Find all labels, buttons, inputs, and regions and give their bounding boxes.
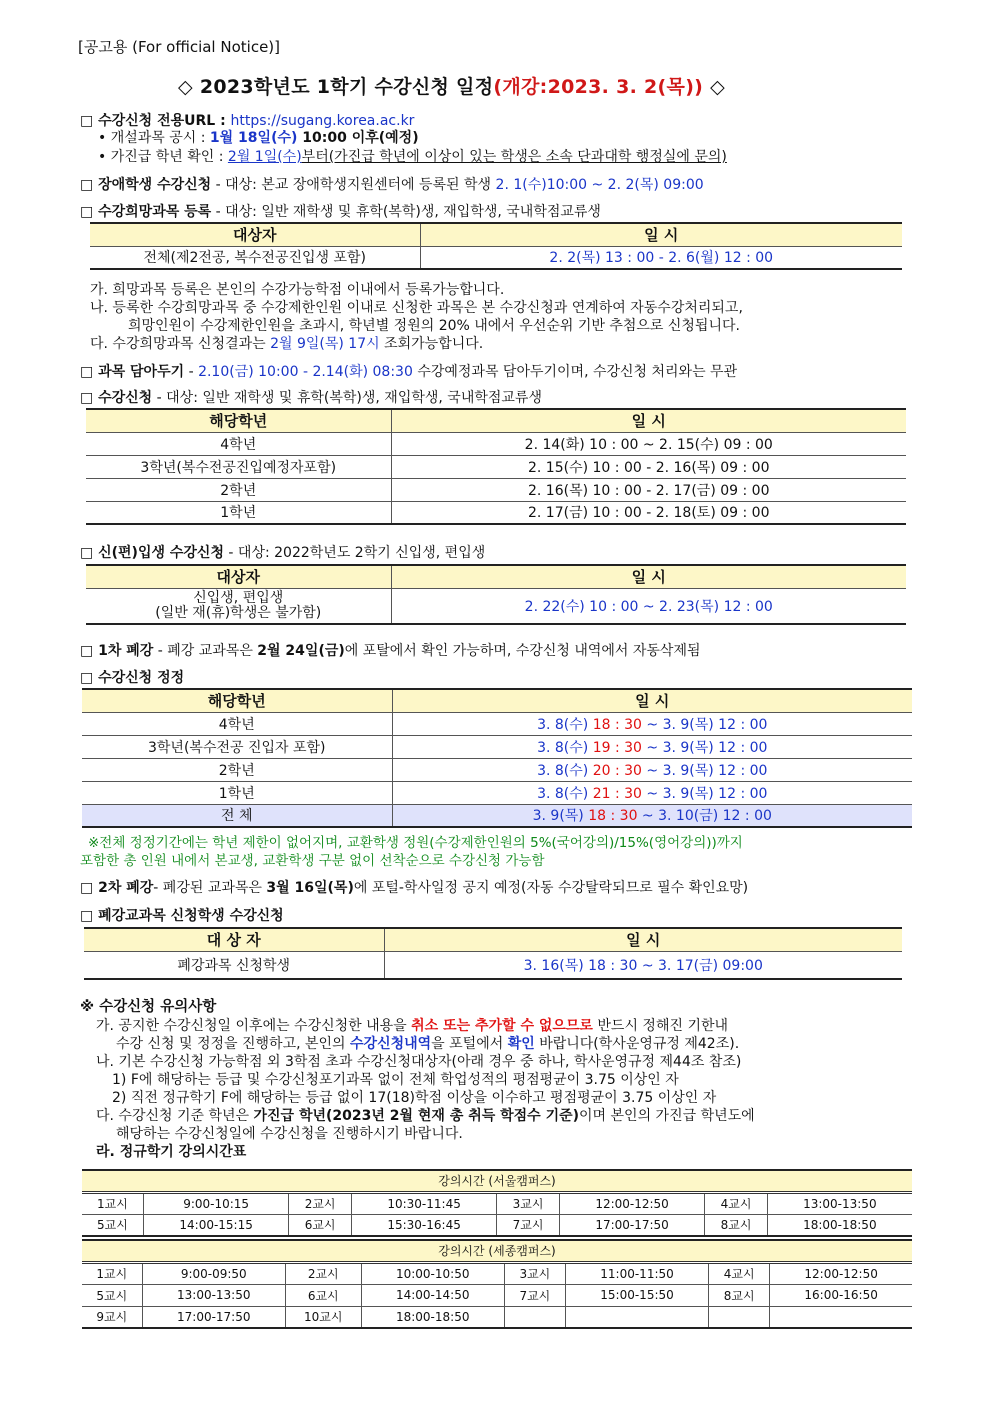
title-end: ◇ xyxy=(703,76,725,98)
adjust-row-grade: 4학년 xyxy=(82,712,392,735)
table-row: 5교시 14:00-15:15 6교시 15:30-16:45 7교시 17:00-17:50 8교시 18:00-18:50 xyxy=(82,1214,912,1236)
reg-heading-label: □ 수강신청 xyxy=(80,390,153,406)
new-header-target: 대상자 xyxy=(86,565,391,588)
adjust-row-grade: 1학년 xyxy=(82,781,392,804)
timetable-seoul xyxy=(82,1169,912,1237)
table-row: 1교시 9:00-09:50 2교시 10:00-10:50 3교시 11:00-11:50 4교시 12:00-12:50 xyxy=(82,1262,912,1284)
table-row xyxy=(82,712,912,735)
bullet-course-notice xyxy=(98,129,419,147)
caution-b: 나. 기본 수강신청 가능학점 외 3학점 초과 수강신청대상자(아래 경우 중 하나, 학사운영규정 제44조 참조) xyxy=(96,1054,742,1070)
cancelled-row-target: 폐강과목 신청학생 xyxy=(84,951,384,979)
url-heading xyxy=(80,112,414,130)
bullet2-date: 2월 1일(수) xyxy=(227,149,302,165)
table-row xyxy=(86,478,906,501)
wish-row-date: 2. 2(목) 13 : 00 - 2. 6(월) 12 : 00 xyxy=(420,246,902,269)
caution-b2: 2) 직전 정규학기 F에 해당하는 등급 없이 17(18)학점 이상을 이수하고 평점평균이 3.75 이상인 자 xyxy=(112,1090,717,1106)
table-row xyxy=(86,588,906,624)
table-row xyxy=(86,501,906,524)
cancelled-heading-label: □ 폐강교과목 신청학생 수강신청 xyxy=(80,908,284,924)
reg-row-date: 2. 15(수) 10 : 00 - 2. 16(목) 09 : 00 xyxy=(391,455,906,478)
cancelled-header-target: 대 상 자 xyxy=(84,928,384,951)
cancelled-header-date: 일 시 xyxy=(384,928,902,951)
basket-dash: - xyxy=(184,364,199,380)
adjust-heading xyxy=(80,669,184,687)
drop2-text1: - 폐강된 교과목은 xyxy=(153,880,267,896)
table-row xyxy=(84,951,902,979)
table-row xyxy=(90,246,902,269)
cancelled-heading xyxy=(80,907,284,925)
reg-text: - 대상: 일반 재학생 및 휴학(복학)생, 재입학생, 국내학점교류생 xyxy=(152,390,542,406)
adjust-row-date: 3. 8(수) 18 : 30 ~ 3. 9(목) 12 : 00 xyxy=(392,712,912,735)
sugang-url-link[interactable]: https://sugang.korea.ac.kr xyxy=(230,113,415,129)
basket-section xyxy=(80,363,737,381)
drop2-section xyxy=(80,879,748,897)
bullet1-suffix: 10:00 이후(예정) xyxy=(297,130,419,146)
basket-dates: 2.10(금) 10:00 - 2.14(화) 08:30 xyxy=(198,364,413,380)
adjust-note2: 포함한 총 인원 내에서 본교생, 교환학생 구분 없이 선착순으로 수강신청 가능함 xyxy=(80,853,545,869)
table-row xyxy=(82,758,912,781)
new-row-target xyxy=(86,588,391,624)
disabled-registration xyxy=(80,176,704,194)
adjust-row-date: 3. 8(수) 21 : 30 ~ 3. 9(목) 12 : 00 xyxy=(392,781,912,804)
notice-label: [공고용 (For official Notice)] xyxy=(78,38,280,56)
title-opening-date: (개강:2023. 3. 2(목)) xyxy=(493,76,704,98)
reg-row-grade: 3학년(복수전공진입예정자포함) xyxy=(86,455,391,478)
wish-note-c-suffix: 조회가능합니다. xyxy=(379,336,484,352)
disabled-text: - 대상: 본교 장애학생지원센터에 등록된 학생 xyxy=(211,177,496,193)
new-heading xyxy=(80,544,485,562)
new-row-date: 2. 22(수) 10 : 00 ~ 2. 23(목) 12 : 00 xyxy=(391,588,906,624)
wish-header-target: 대상자 xyxy=(90,223,420,246)
reg-header-grade: 해당학년 xyxy=(86,409,391,432)
reg-header-date: 일 시 xyxy=(391,409,906,432)
bullet1-prefix: • 개설과목 공시 : xyxy=(98,130,210,146)
adjust-row-grade: 3학년(복수전공 진입자 포함) xyxy=(82,735,392,758)
drop1-date: 2월 24일(금) xyxy=(257,643,345,659)
url-heading-label: □ 수강신청 전용URL : xyxy=(80,113,231,129)
wish-note-c-date: 2월 9일(목) 17시 xyxy=(270,336,380,352)
bullet-grade-check xyxy=(98,148,727,166)
drop1-text1: - 폐강 교과목은 xyxy=(153,643,258,659)
adjust-header-date: 일 시 xyxy=(392,689,912,712)
new-header-date: 일 시 xyxy=(391,565,906,588)
wish-note-b1: 나. 등록한 수강희망과목 중 수강제한인원 이내로 신청한 과목은 본 수강신청과 연계하여 자동수강처리되고, xyxy=(90,300,743,316)
table-row: 9교시 17:00-17:50 10교시 18:00-18:50 xyxy=(82,1306,912,1328)
adjust-row-date: 3. 8(수) 20 : 30 ~ 3. 9(목) 12 : 00 xyxy=(392,758,912,781)
caution-c2: 해당하는 수강신청일에 수강신청을 진행하시기 바랍니다. xyxy=(116,1126,463,1142)
new-text: - 대상: 2022학년도 2학기 신입생, 편입생 xyxy=(223,545,486,561)
wish-note-c xyxy=(90,335,483,353)
caution-a1: 가. 공지한 수강신청일 이후에는 수강신청한 내용을 취소 또는 추가할 수 없으므로 반드시 정해진 기한내 xyxy=(96,1018,729,1034)
reg-row-grade: 4학년 xyxy=(86,432,391,455)
disabled-dates: 2. 1(수)10:00 ~ 2. 2(목) 09:00 xyxy=(495,177,704,193)
timetable-sejong-caption: 강의시간 (세종캠퍼스) xyxy=(82,1240,912,1262)
bullet1-date: 1월 18일(수) xyxy=(209,130,298,146)
reg-row-grade: 2학년 xyxy=(86,478,391,501)
drop2-heading: □ 2차 폐강 xyxy=(80,880,154,896)
table-row xyxy=(86,455,906,478)
adjust-row-grade: 2학년 xyxy=(82,758,392,781)
timetable-sejong xyxy=(82,1239,912,1329)
adjust-table xyxy=(82,688,912,828)
drop1-text2: 에 포탈에서 확인 가능하며, 수강신청 내역에서 자동삭제됨 xyxy=(344,643,701,659)
drop2-text2: 에 포털-학사일정 공지 예정(자동 수강탈락되므로 필수 확인요망) xyxy=(353,880,749,896)
bullet2-suffix: 부터(가진급 학년에 이상이 있는 학생은 소속 단과대학 행정실에 문의) xyxy=(301,149,727,165)
reg-row-grade: 1학년 xyxy=(86,501,391,524)
new-table xyxy=(86,564,906,625)
table-row: 5교시 13:00-13:50 6교시 14:00-14:50 7교시 15:00-15:50 8교시 16:00-16:50 xyxy=(82,1284,912,1306)
cancelled-table xyxy=(84,927,902,980)
drop1-heading: □ 1차 폐강 xyxy=(80,643,154,659)
basket-text: 수강예정과목 담아두기이며, 수강신청 처리와는 무관 xyxy=(412,364,738,380)
caution-heading: ※ 수강신청 유의사항 xyxy=(80,999,217,1015)
adjust-row-date: 3. 9(목) 18 : 30 ~ 3. 10(금) 12 : 00 xyxy=(392,804,912,827)
page-title xyxy=(178,72,725,99)
table-row: 1교시 9:00-10:15 2교시 10:30-11:45 3교시 12:00-12:50 4교시 13:00-13:50 xyxy=(82,1192,912,1214)
wish-note-b2: 희망인원이 수강제한인원을 초과시, 학년별 정원의 20% 내에서 우선순위 기반 추첨으로 신청됩니다. xyxy=(128,318,740,334)
caution-a2: 수강 신청 및 정정을 진행하고, 본인의 수강신청내역을 포털에서 확인 바랍니다(학사운영규정 제42조). xyxy=(116,1036,740,1052)
new-row-label2: (일반 재(휴)학생은 불가함) xyxy=(155,604,322,621)
table-row xyxy=(86,432,906,455)
basket-heading: □ 과목 담아두기 xyxy=(80,364,185,380)
wish-heading xyxy=(80,203,601,221)
title-main: ◇ 2023학년도 1학기 수강신청 일정 xyxy=(178,76,494,98)
new-row-label1: 신입생, 편입생 xyxy=(193,589,284,606)
cancelled-row-date: 3. 16(목) 18 : 30 ~ 3. 17(금) 09:00 xyxy=(384,951,902,979)
drop2-date: 3월 16일(목) xyxy=(266,880,354,896)
wish-note-a: 가. 희망과목 등록은 본인의 수강가능학점 이내에서 등록가능합니다. xyxy=(90,282,505,298)
wish-header-date: 일 시 xyxy=(420,223,902,246)
reg-row-date: 2. 17(금) 10 : 00 - 2. 18(토) 09 : 00 xyxy=(391,501,906,524)
wish-table xyxy=(90,222,902,270)
drop1-section xyxy=(80,642,701,660)
caution-d: 라. 정규학기 강의시간표 xyxy=(96,1144,247,1160)
adjust-note1: ※전체 정정기간에는 학년 제한이 없어지며, 교환학생 정원(수강제한인원의 5%(국어강의)/15%(영어강의))까지 xyxy=(88,835,743,851)
timetable-seoul-caption: 강의시간 (서울캠퍼스) xyxy=(82,1170,912,1192)
caution-a1-warning: 취소 또는 추가할 수 없으므로 xyxy=(411,1018,593,1034)
caution-b1: 1) F에 해당하는 등급 및 수강신청포기과목 없이 전체 학업성적의 평점평균이 3.75 이상인 자 xyxy=(112,1072,679,1088)
table-row xyxy=(82,781,912,804)
adjust-header-grade: 해당학년 xyxy=(82,689,392,712)
disabled-heading: □ 장애학생 수강신청 xyxy=(80,177,212,193)
table-row xyxy=(82,735,912,758)
caution-c1: 다. 수강신청 기준 학년은 가진급 학년(2023년 2월 현재 총 취득 학점수 기준)이며 본인의 가진급 학년도에 xyxy=(96,1108,755,1124)
reg-row-date: 2. 16(목) 10 : 00 - 2. 17(금) 09 : 00 xyxy=(391,478,906,501)
bullet2-prefix: • 가진급 학년 확인 : xyxy=(98,149,228,165)
reg-heading xyxy=(80,389,542,407)
reg-row-date: 2. 14(화) 10 : 00 ~ 2. 15(수) 09 : 00 xyxy=(391,432,906,455)
wish-note-c-prefix: 다. 수강희망과목 신청결과는 xyxy=(90,336,271,352)
wish-row-target: 전체(제2전공, 복수전공진입생 포함) xyxy=(90,246,420,269)
wish-text: - 대상: 일반 재학생 및 휴학(복학)생, 재입학생, 국내학점교류생 xyxy=(211,204,601,220)
adjust-heading-label: □ 수강신청 정정 xyxy=(80,670,185,686)
table-row xyxy=(82,804,912,827)
reg-table xyxy=(86,408,906,525)
adjust-row-date: 3. 8(수) 19 : 30 ~ 3. 9(목) 12 : 00 xyxy=(392,735,912,758)
wish-heading-label: □ 수강희망과목 등록 xyxy=(80,204,212,220)
new-heading-label: □ 신(편)입생 수강신청 xyxy=(80,545,224,561)
adjust-row-grade: 전 체 xyxy=(82,804,392,827)
